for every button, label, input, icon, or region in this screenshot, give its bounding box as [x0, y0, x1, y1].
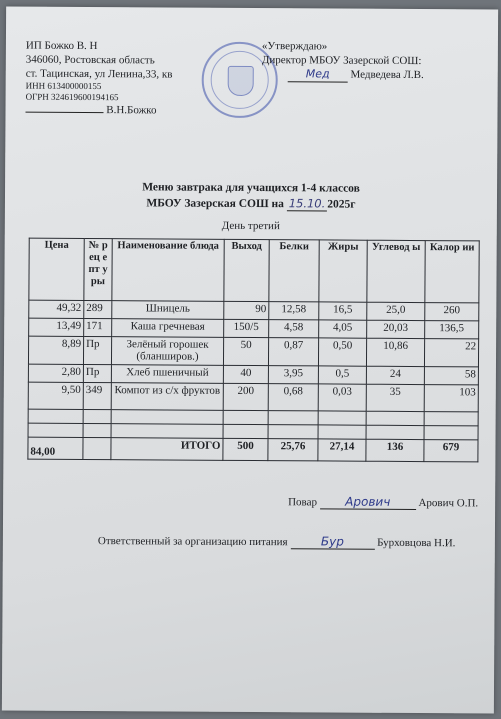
- total-calories: 679: [424, 440, 478, 462]
- cell-price: 8,89: [28, 336, 83, 364]
- menu-title: Меню завтрака для учащихся 1-4 классов: [142, 181, 360, 195]
- cell-yield: 50: [223, 337, 268, 365]
- table-row: [28, 336, 478, 367]
- cell-protein: 0,87: [268, 338, 318, 366]
- director-signature-mark: Мед: [288, 67, 348, 82]
- cell-recipe: 171: [84, 318, 112, 336]
- cell-recipe: Пр: [83, 364, 111, 382]
- header-dish: Наименование блюда: [112, 239, 224, 302]
- cell-yield: 40: [223, 365, 268, 383]
- header-calories: Калор ии: [425, 241, 479, 303]
- header-yield: Выход: [224, 239, 269, 301]
- cell-carbs: 10,86: [366, 338, 424, 366]
- school-name: МБОУ Зазерская СОШ на: [146, 197, 284, 211]
- approval-label: «Утверждаю»: [261, 40, 328, 53]
- menu-date: 15.10.: [287, 196, 328, 211]
- header-fat: Жиры: [319, 240, 367, 302]
- cell-dish: Шницель: [112, 301, 224, 320]
- cook-signature-scrawl: Арович: [320, 494, 416, 510]
- cell-price: 2,80: [28, 364, 83, 382]
- cook-signature: [288, 494, 478, 510]
- responsible-signature: [98, 533, 456, 550]
- menu-day: День третий: [221, 219, 280, 233]
- header-protein: Белки: [269, 240, 319, 302]
- cell-fat: 0,5: [318, 366, 366, 384]
- cell-recipe: Пр: [83, 336, 111, 364]
- document-sheet: [2, 7, 498, 714]
- cell-price: 9,50: [28, 382, 83, 409]
- total-fat: 27,14: [318, 439, 366, 461]
- cell-carbs: 24: [366, 366, 424, 384]
- director-name: Медведева Л.В.: [350, 68, 424, 82]
- responsible-name: Бурховцова Н.И.: [377, 536, 456, 550]
- cook-label: Повар: [288, 496, 318, 509]
- total-price: 84,00: [28, 437, 83, 459]
- header-carbs: Углевод ы: [367, 240, 425, 302]
- responsible-label: Ответственный за организацию питания: [97, 535, 288, 549]
- cell-calories: 103: [424, 385, 478, 412]
- cell-calories: 260: [425, 303, 479, 321]
- cell-calories: 22: [424, 339, 478, 367]
- cell-yield: 90: [224, 301, 269, 319]
- cell-price: 13,49: [29, 318, 84, 336]
- total-protein: 25,76: [268, 439, 318, 461]
- header-recipe: № рец епт уры: [84, 238, 112, 300]
- menu-school-line: [5, 195, 497, 212]
- cell-protein: 4,58: [269, 320, 319, 338]
- cell-dish: Хлеб пшеничный: [111, 365, 223, 384]
- supplier-address-2: ст. Тацинская, ул Ленина,33, кв: [25, 67, 173, 81]
- total-carbs: 136: [366, 439, 424, 461]
- cell-fat: 16,5: [319, 302, 367, 320]
- cell-yield: 150/5: [224, 319, 269, 337]
- table-header-row: [29, 238, 479, 303]
- cell-recipe: 349: [83, 382, 111, 409]
- cell-fat: 4,05: [319, 320, 367, 338]
- cell-price: 49,32: [29, 300, 84, 318]
- cell-carbs: 35: [366, 384, 424, 411]
- menu-year: 2025г: [327, 198, 356, 211]
- cell-protein: 0,68: [268, 384, 318, 411]
- director-signature-line: [262, 67, 424, 82]
- cell-fat: 0,03: [318, 384, 366, 411]
- supplier-inn: ИНН 613400000155: [25, 80, 102, 92]
- table-row: [28, 382, 478, 412]
- total-label: ИТОГО: [111, 438, 223, 461]
- stamp-emblem-icon: [228, 66, 254, 96]
- supplier-signature-name: В.Н.Божко: [106, 104, 157, 117]
- cell-dish: Компот из с/х фруктов: [111, 383, 223, 411]
- director-line: Директор МБОУ Зазерской СОШ:: [261, 53, 422, 67]
- cell-carbs: 20,03: [367, 320, 425, 338]
- cell-dish: Зелёный горошек (бланширов.): [111, 337, 223, 366]
- cell-carbs: 25,0: [367, 302, 425, 320]
- responsible-signature-scrawl: Бур: [290, 534, 374, 550]
- supplier-signature-line: [25, 103, 172, 118]
- supplier-name: ИП Божко В. Н: [25, 39, 98, 53]
- cook-name: Арович О.П.: [418, 497, 479, 510]
- cell-protein: 12,58: [269, 302, 319, 320]
- header-price: Цена: [29, 238, 84, 300]
- table-total-row: [28, 437, 478, 462]
- approval-block: [262, 40, 424, 82]
- cell-protein: 3,95: [268, 366, 318, 384]
- cell-dish: Каша гречневая: [112, 319, 224, 338]
- cell-fat: 0,50: [318, 338, 366, 366]
- supplier-address-1: 346060, Ростовская область: [25, 53, 155, 67]
- menu-table: [27, 238, 479, 463]
- cell-calories: 136,5: [425, 321, 479, 339]
- supplier-ogrn: ОГРН 324619600194165: [25, 91, 119, 103]
- cell-recipe: 289: [84, 300, 112, 318]
- cell-calories: 58: [424, 367, 478, 385]
- cell-yield: 200: [223, 383, 268, 410]
- total-yield: 500: [223, 438, 268, 460]
- supplier-block: [25, 39, 172, 118]
